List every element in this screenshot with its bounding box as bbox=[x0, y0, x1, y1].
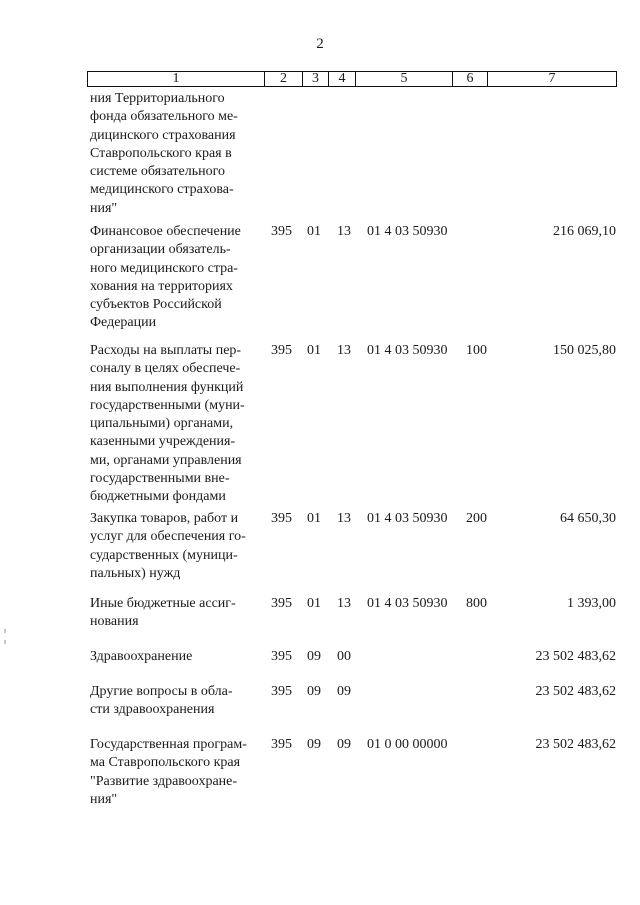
row-target-article: 01 4 03 50930 bbox=[367, 224, 448, 239]
row-section: 09 bbox=[307, 684, 321, 699]
header-col-6: 6 bbox=[453, 72, 488, 86]
row-name: Расходы на выплаты пер- соналу в целях обеспече- ния выполнения функций государственными (муни- ципальными) органами, казенными учреждения- ми, органами управления государственными вне- бюджетными фондами bbox=[90, 343, 245, 505]
header-col-2: 2 bbox=[265, 72, 303, 86]
row-ministry-code: 395 bbox=[271, 684, 292, 699]
row-subsection: 09 bbox=[337, 737, 351, 752]
row-amount: 23 502 483,62 bbox=[535, 737, 616, 752]
row-target-article: 01 4 03 50930 bbox=[367, 511, 448, 526]
row-amount: 23 502 483,62 bbox=[535, 684, 616, 699]
row-ministry-code: 395 bbox=[271, 596, 292, 611]
row-amount: 216 069,10 bbox=[553, 224, 616, 239]
row-section: 09 bbox=[307, 737, 321, 752]
row-section: 01 bbox=[307, 224, 321, 239]
row-ministry-code: 395 bbox=[271, 649, 292, 664]
row-name: Другие вопросы в обла- сти здравоохранения bbox=[90, 684, 233, 718]
row-target-article: 01 0 00 00000 bbox=[367, 737, 448, 752]
row-amount: 150 025,80 bbox=[553, 343, 616, 358]
row-name: ния Территориального фонда обязательного ме- дицинского страхования Ставропольского края в системе обязательного медицинского страхова- ния" bbox=[90, 91, 238, 216]
row-name: Иные бюджетные ассиг- нования bbox=[90, 596, 236, 630]
row-section: 09 bbox=[307, 649, 321, 664]
row-expense-type: 100 bbox=[466, 343, 487, 358]
row-name: Финансовое обеспечение организации обязатель- ного медицинского стра- хования на территориях субъектов Российской Федерации bbox=[90, 224, 241, 331]
row-subsection: 13 bbox=[337, 224, 351, 239]
row-amount: 64 650,30 bbox=[560, 511, 616, 526]
row-target-article: 01 4 03 50930 bbox=[367, 343, 448, 358]
header-col-7: 7 bbox=[548, 71, 556, 86]
row-ministry-code: 395 bbox=[271, 737, 292, 752]
row-subsection: 13 bbox=[337, 511, 351, 526]
row-section: 01 bbox=[307, 343, 321, 358]
row-subsection: 13 bbox=[337, 596, 351, 611]
row-section: 01 bbox=[307, 511, 321, 526]
row-amount: 1 393,00 bbox=[567, 596, 616, 611]
row-name: Здравоохранение bbox=[90, 649, 193, 664]
header-col-3: 3 bbox=[303, 72, 329, 86]
header-col-5: 5 bbox=[356, 72, 453, 86]
row-expense-type: 800 bbox=[466, 596, 487, 611]
row-ministry-code: 395 bbox=[271, 224, 292, 239]
scan-edge-mark bbox=[4, 629, 6, 633]
row-subsection: 09 bbox=[337, 684, 351, 699]
row-target-article: 01 4 03 50930 bbox=[367, 596, 448, 611]
header-col-4: 4 bbox=[329, 72, 356, 86]
row-ministry-code: 395 bbox=[271, 511, 292, 526]
row-name: Закупка товаров, работ и услуг для обеспечения го- сударственных (муници- пальных) нужд bbox=[90, 511, 246, 581]
row-subsection: 13 bbox=[337, 343, 351, 358]
row-ministry-code: 395 bbox=[271, 343, 292, 358]
scan-edge-mark bbox=[4, 640, 6, 644]
page-number: 2 bbox=[316, 36, 324, 52]
row-section: 01 bbox=[307, 596, 321, 611]
header-col-1: 1 bbox=[88, 72, 265, 86]
row-subsection: 00 bbox=[337, 649, 351, 664]
row-name: Государственная програм- ма Ставропольского края "Развитие здравоохране- ния" bbox=[90, 737, 247, 807]
table-header-row bbox=[87, 71, 617, 87]
row-expense-type: 200 bbox=[466, 511, 487, 526]
row-amount: 23 502 483,62 bbox=[535, 649, 616, 664]
